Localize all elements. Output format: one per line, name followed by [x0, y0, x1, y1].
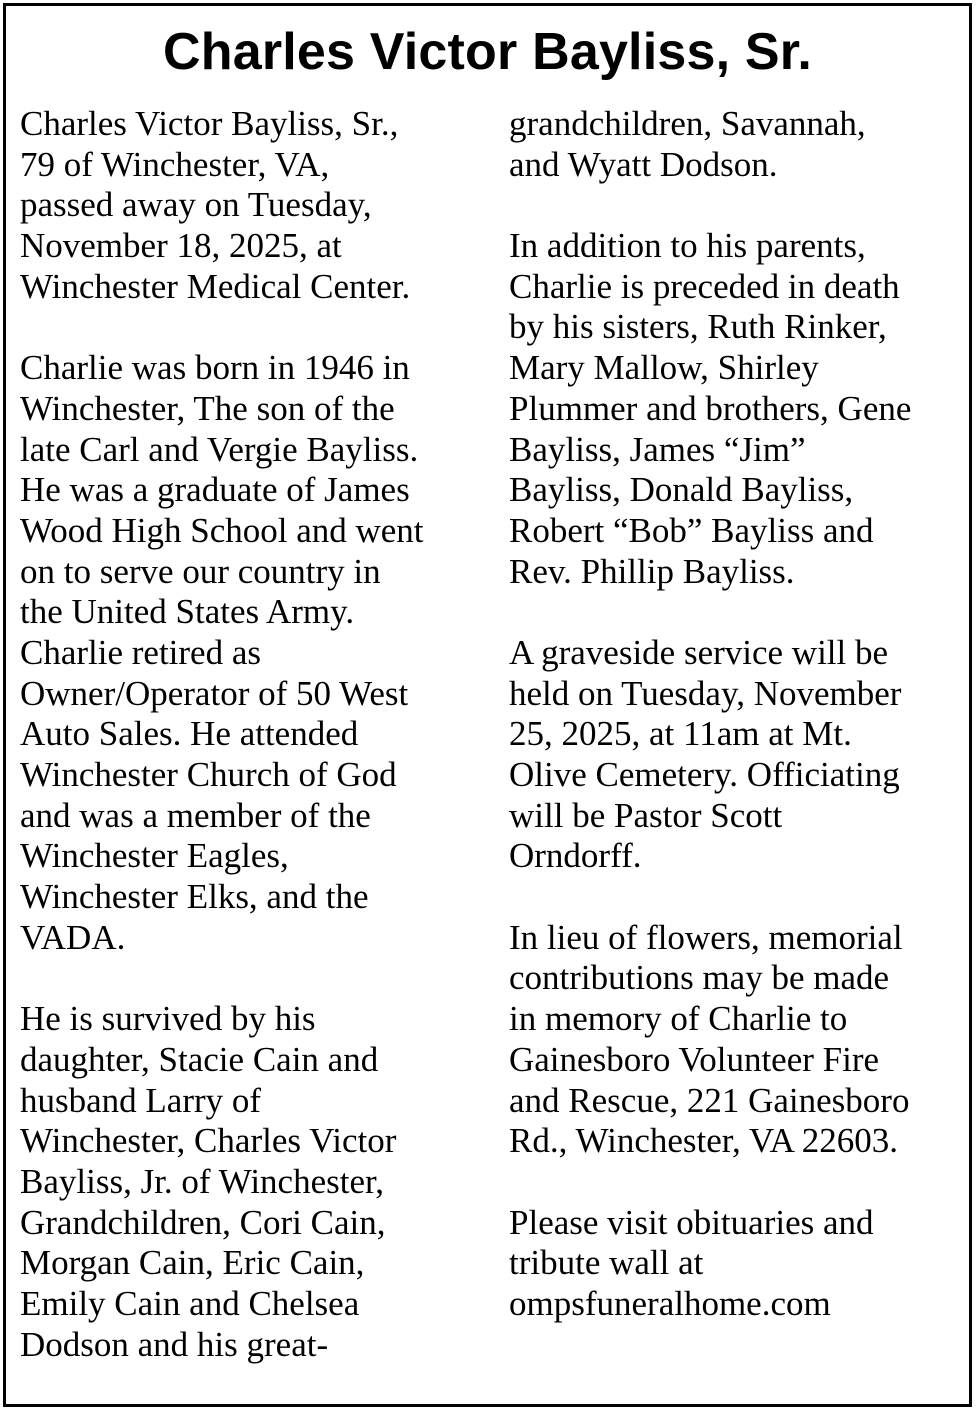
paragraph-spacer	[509, 185, 969, 226]
text-line: Winchester, Charles Victor	[20, 1121, 397, 1161]
text-line: Dodson and his great-	[20, 1324, 329, 1364]
text-line: Please visit obituaries and	[509, 1202, 874, 1242]
text-line: He was a graduate of James	[20, 470, 410, 510]
text-line: November 18, 2025, at	[20, 226, 342, 266]
text-line: Charles Victor Bayliss, Sr.,	[20, 104, 399, 143]
text-line: the United States Army.	[20, 592, 355, 632]
text-line: Orndorff.	[509, 836, 642, 876]
text-line: Mary Mallow, Shirley	[509, 348, 819, 388]
text-line: Bayliss, James “Jim”	[509, 429, 806, 469]
text-line: Winchester Church of God	[20, 755, 397, 794]
text-line: by his sisters, Ruth Rinker,	[509, 307, 887, 347]
text-line: grandchildren, Savannah,	[509, 104, 866, 143]
text-line: and was a member of the	[20, 795, 371, 835]
text-line: 79 of Winchester, VA,	[20, 144, 330, 184]
text-line: Winchester Elks, and the	[20, 877, 369, 917]
text-line: husband Larry of	[20, 1080, 262, 1120]
text-line: Charlie was born in 1946 in	[20, 348, 410, 388]
paragraph-spacer	[20, 307, 490, 348]
text-line: Gainesboro Volunteer Fire	[509, 1039, 880, 1079]
text-line: contributions may be made	[509, 958, 890, 998]
text-line: and Rescue, 221 Gainesboro	[509, 1080, 910, 1120]
text-line: Winchester, The son of the	[20, 388, 395, 428]
text-line: In addition to his parents,	[509, 226, 866, 266]
text-line: and Wyatt Dodson.	[509, 144, 778, 184]
text-line: on to serve our country in	[20, 551, 381, 591]
text-line: passed away on Tuesday,	[20, 185, 372, 225]
text-line: Plummer and brothers, Gene	[509, 388, 912, 428]
text-line: He is survived by his	[20, 999, 316, 1039]
text-line: Winchester Medical Center.	[20, 266, 411, 306]
text-line: Grandchildren, Cori Cain,	[20, 1202, 386, 1242]
text-line: Rev. Phillip Bayliss.	[509, 551, 795, 591]
text-line: Charlie retired as	[20, 632, 262, 672]
text-line: held on Tuesday, November	[509, 673, 902, 713]
paragraph-spacer	[509, 877, 969, 918]
text-line: 25, 2025, at 11am at Mt.	[509, 714, 852, 754]
text-line: Olive Cemetery. Officiating	[509, 755, 900, 794]
text-line: A graveside service will be	[509, 632, 889, 672]
text-line: Wood High School and went	[20, 510, 424, 550]
text-line: Winchester Eagles,	[20, 836, 289, 876]
obituary-frame	[3, 3, 972, 1407]
paragraph-spacer	[509, 1162, 969, 1203]
text-line: In lieu of flowers, memorial	[509, 917, 903, 957]
right-column	[509, 104, 969, 1325]
text-line: Bayliss, Donald Bayliss,	[509, 470, 854, 510]
text-line: late Carl and Vergie Bayliss.	[20, 429, 419, 469]
text-line: Auto Sales. He attended	[20, 714, 359, 754]
text-line: Morgan Cain, Eric Cain,	[20, 1243, 365, 1283]
paragraph-spacer	[509, 592, 969, 633]
left-column	[20, 104, 490, 1365]
text-line: Emily Cain and Chelsea	[20, 1283, 360, 1323]
text-line: will be Pastor Scott	[509, 795, 783, 835]
text-line: Charlie is preceded in death	[509, 266, 900, 306]
text-line: tribute wall at	[509, 1243, 704, 1283]
text-line: Owner/Operator of 50 West	[20, 673, 409, 713]
text-line: Bayliss, Jr. of Winchester,	[20, 1161, 384, 1201]
text-line: Robert “Bob” Bayliss and	[509, 510, 874, 550]
obituary-title: Charles Victor Bayliss, Sr.	[162, 23, 812, 81]
text-line: daughter, Stacie Cain and	[20, 1039, 379, 1079]
text-line: VADA.	[20, 917, 126, 957]
paragraph-spacer	[20, 958, 490, 999]
text-line: ompsfuneralhome.com	[509, 1283, 831, 1323]
text-line: Rd., Winchester, VA 22603.	[509, 1121, 898, 1161]
text-line: in memory of Charlie to	[509, 999, 848, 1039]
